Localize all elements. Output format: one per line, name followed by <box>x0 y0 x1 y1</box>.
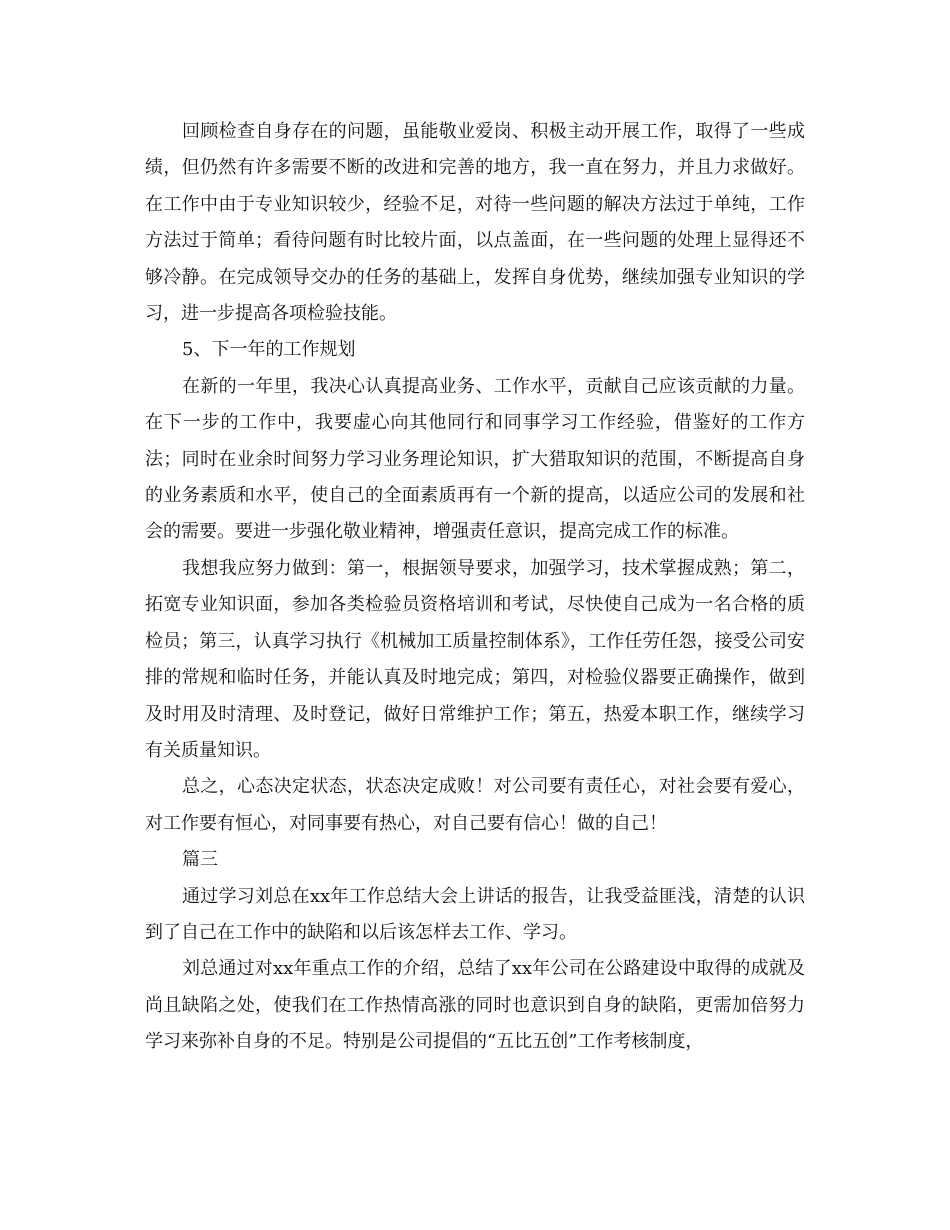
section-heading-part-three: 篇三 <box>182 849 218 871</box>
paragraph-conclusion: 总之，心态决定状态，状态决定成败！对公司要有责任心，对社会要有爱心，对工作要有恒心，对同事要有热心，对自己要有信心！做的自己！ <box>145 776 805 834</box>
paragraph-self-review: 回顾检查自身存在的问题，虽能敬业爱岗、积极主动开展工作，取得了一些成绩，但仍然有许多需要不断的改进和完善的地方，我一直在努力，并且力求做好。在工作中由于专业知识较少，经验不足，对待一些问题的解决方法过于单纯，工作方法过于简单；看待问题有时比较片面，以点盖面，在一些问题的处理上显得还不够冷静。在完成领导交办的任务的基础上，发挥自身优势，继续加强专业知识的学习，进一步提高各项检验技能。 <box>145 121 805 325</box>
section-heading-next-year-plan: 5、下一年的工作规划 <box>182 339 356 361</box>
paragraph-report-study: 通过学习刘总在xx年工作总结大会上讲话的报告，让我受益匪浅，清楚的认识到了自己在工作中的缺陷和以后该怎样去工作、学习。 <box>145 885 805 943</box>
paragraph-goals-list: 我想我应努力做到：第一，根据领导要求，加强学习，技术掌握成熟；第二，拓宽专业知识面，参加各类检验员资格培训和考试，尽快使自己成为一名合格的质检员；第三，认真学习执行《机械加工质量控制体系》，工作任劳任怨，接受公司安排的常规和临时任务，并能认真及时地完成；第四，对检验仪器要正确操作，做到及时用及时清理、及时登记，做好日常维护工作；第五，热爱本职工作，继续学习有关质量知识。 <box>145 557 805 761</box>
paragraph-new-year-resolution: 在新的一年里，我决心认真提高业务、工作水平，贡献自己应该贡献的力量。在下一步的工作中，我要虚心向其他同行和同事学习工作经验，借鉴好的工作方法；同时在业余时间努力学习业务理论知识，扩大猎取知识的范围，不断提高自身的业务素质和水平，使自己的全面素质再有一个新的提高，以适应公司的发展和社会的需要。要进一步强化敬业精神，增强责任意识，提高完成工作的标准。 <box>145 375 805 543</box>
document-body <box>145 114 805 1061</box>
paragraph-key-work-summary: 刘总通过对xx年重点工作的介绍，总结了xx年公司在公路建设中取得的成就及尚且缺陷之处，使我们在工作热情高涨的同时也意识到自身的缺陷，更需加倍努力学习来弥补自身的不足。特别是公司提倡的“五比五创”工作考核制度， <box>145 958 805 1053</box>
